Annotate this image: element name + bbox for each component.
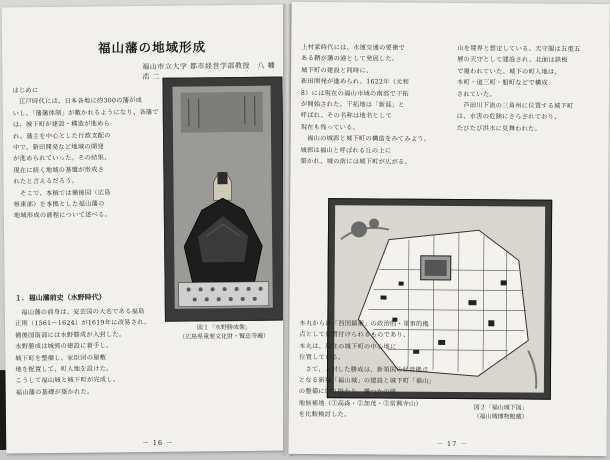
portrait-scroll	[173, 86, 273, 309]
left-page	[2, 5, 289, 454]
figure-2-title: 図２「福山城下図」	[473, 404, 528, 412]
section-1-paragraph: 福山藩の前身は、安芸国の大名である福島 正則（1561～1624）が1619年に改易され、 備後国南部には水野勝成が入封した。 水野勝成は城郭の建設に着手し、 城下町を整備し、家臣団の屋敷 地を配置して、町人地を設けた。 こうして福山城と城下町が完成し、 福山藩の基礎が築かれた。	[14, 308, 151, 397]
figure-2-caption	[453, 403, 549, 422]
right-upper-paragraph: 上村家時代には、水運交通の要衝で ある鞆が藩の港として発展した。 城下町の建設と同時に、 新田開発が進められ、1622年（元和 8）には現在の福山市域の南部で干拓 が開始された。干拓地は「新涯」と 呼ばれ、その名称は地名として 現在も残っている。 福山の城郭と城下町の構造をみてみよう。 城郭は福山と呼ばれる丘の上に 築かれ、城の南には城下町が広がる。	[300, 43, 431, 166]
right-upper-paragraph-2: 山を境界と想定している。天守閣は五重五 層の天守として建設され、北面は鉄板 で覆われていた。城下の町人地は、 本町・道三町・船町などで構成 されていた。 芦田川下流の三角州に位置する城下町 は、水害の危険にさらされており、 たびたび洪水に見舞われた。	[456, 45, 581, 133]
right-page-number: － 17 －	[436, 439, 468, 449]
figure-1-source: （広島県重要文化財・賢忠寺蔵）	[179, 332, 270, 341]
right-lower-paragraph: 本丸からは「西国鎮衛」の政治的・軍事的拠 点として位置付けられるものであり、 本丸は、現在の城下町の中心地に 位置している。 さて、入封した勝成は、新領国の経営拠点 となる新城「福山城」の建設と城下町「福山」 の整備に取り掛かり、幾つかの城 地候補地（①高森・②加茂・③常興寺山） を比較検討した。	[298, 319, 436, 419]
figure-1-caption	[165, 323, 283, 342]
right-page	[288, 2, 609, 456]
figure-1-title: 図１「水野勝成像」	[196, 323, 252, 332]
article-title: 福山藩の地域形成	[98, 39, 207, 56]
article-author: 福山市立大学 都市経営学部教授 八 幡 浩 二	[142, 61, 276, 82]
intro-paragraph: はじめに 江戸時代には、日本各地に約300の藩が成 いし、「藩藩体制」が敷かれるようになり、各藩で は、城下町が建設・構造が進めら れ、藩主を中心とした行政支配の 中で、新田開発など地域の開発 が進められていった。その結果、 現在に続く地域の基盤が形成さ れたと言えるだろう。 そこで、本稿では備後国（広島 県東部）を本拠とした福山藩の 地域形成の過程について述べる。	[12, 87, 159, 220]
samurai-portrait-image	[173, 86, 273, 309]
portrait-figure	[162, 77, 285, 322]
left-page-number: － 16 －	[142, 438, 174, 448]
figure-2-source: （福山城博物館蔵）	[473, 413, 528, 421]
section-1-heading: １．福山藩前史（水野時代）	[14, 292, 106, 303]
